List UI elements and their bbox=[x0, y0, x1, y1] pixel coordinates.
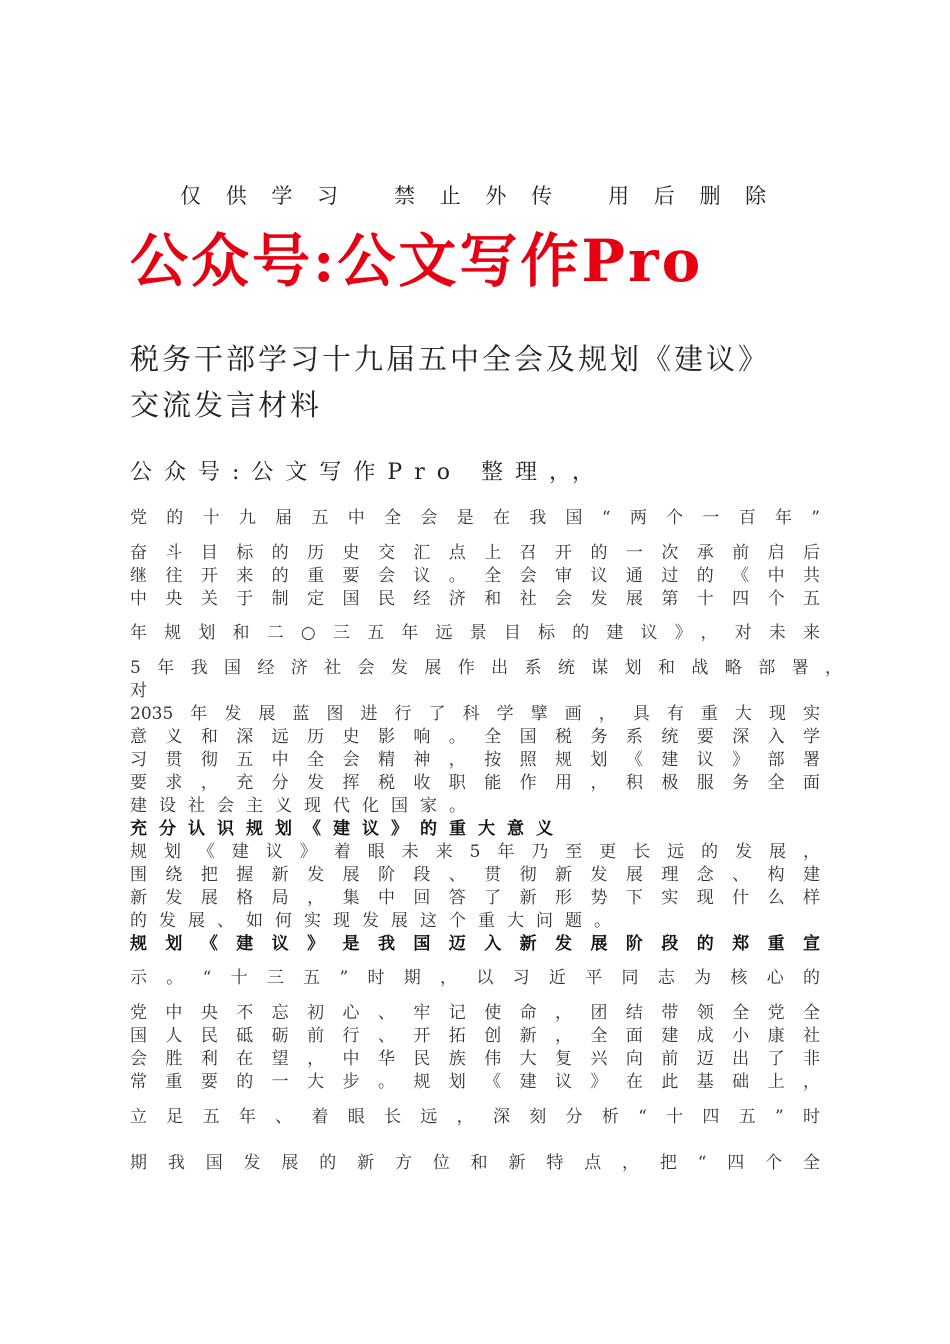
body-line: 立足五年、着眼长远，深刻分析“十四五”时 bbox=[130, 1107, 820, 1127]
body-line: 期我国发展的新方位和新特点，把“四个全 bbox=[130, 1153, 820, 1173]
body-line: 国人民砥砺前行、开拓创新，全面建成小康社 bbox=[130, 1026, 820, 1046]
body-line-bold: 规划《建议》是我国迈入新发展阶段的郑重宣 bbox=[130, 934, 820, 954]
body-line: 示。“十三五”时期，以习近平同志为核心的 bbox=[130, 968, 820, 988]
body-line: 常重要的一大步。规划《建议》在此基础上， bbox=[130, 1072, 820, 1092]
body-line: 党的十九届五中全会是在我国“两个一百年” bbox=[130, 508, 820, 528]
usage-notice: 仅 供 学 习 禁 止 外 传 用 后 删 除 bbox=[180, 184, 776, 208]
title-line-2: 交流发言材料 bbox=[130, 388, 323, 422]
body-line: 中央关于制定国民经济和社会发展第十四个五 bbox=[130, 589, 820, 609]
body-line: 2035年发展蓝图进行了科学擘画，具有重大现实 bbox=[130, 704, 820, 724]
body-line: 继往开来的重要会议。全会审议通过的《中共 bbox=[130, 566, 820, 586]
body-line: 围绕把握新发展阶段、贯彻新发展理念、构建 bbox=[130, 865, 820, 885]
brand-watermark: 公众号:公文写作Pro bbox=[130, 227, 704, 295]
section-heading: 充分认识规划《建议》的重大意义 bbox=[130, 819, 565, 839]
body-line: 党中央不忘初心、牢记使命，团结带领全党全 bbox=[130, 1003, 820, 1023]
byline: 公众号:公文写作Pro 整理，， bbox=[130, 460, 606, 485]
title-line-1: 税务干部学习十九届五中全会及规划《建议》 bbox=[130, 342, 771, 376]
body-line: 5年我国经济社会发展作出系统谋划和战略部署， bbox=[130, 658, 842, 678]
body-line: 的发展、如何实现发展这个重大问题。 bbox=[130, 911, 623, 931]
body-line: 会胜利在望，中华民族伟大复兴向前迈出了非 bbox=[130, 1049, 820, 1069]
body-line: 习贯彻五中全会精神，按照规划《建议》部署 bbox=[130, 750, 820, 770]
body-line: 规划《建议》着眼未来5年乃至更长远的发展， bbox=[130, 842, 820, 862]
body-line: 新发展格局，集中回答了新形势下实现什么样 bbox=[130, 888, 820, 908]
body-line: 年规划和二○三五年远景目标的建议》，对未来 bbox=[130, 623, 820, 643]
body-line: 建设社会主义现代化国家。 bbox=[130, 796, 478, 816]
document-title bbox=[130, 336, 830, 428]
body-line: 要求，充分发挥税收职能作用，积极服务全面 bbox=[130, 773, 820, 793]
body-line: 对 bbox=[130, 681, 159, 701]
body-line: 意义和深远历史影响。全国税务系统要深入学 bbox=[130, 727, 820, 747]
body-line: 奋斗目标的历史交汇点上召开的一次承前启后 bbox=[130, 543, 820, 563]
